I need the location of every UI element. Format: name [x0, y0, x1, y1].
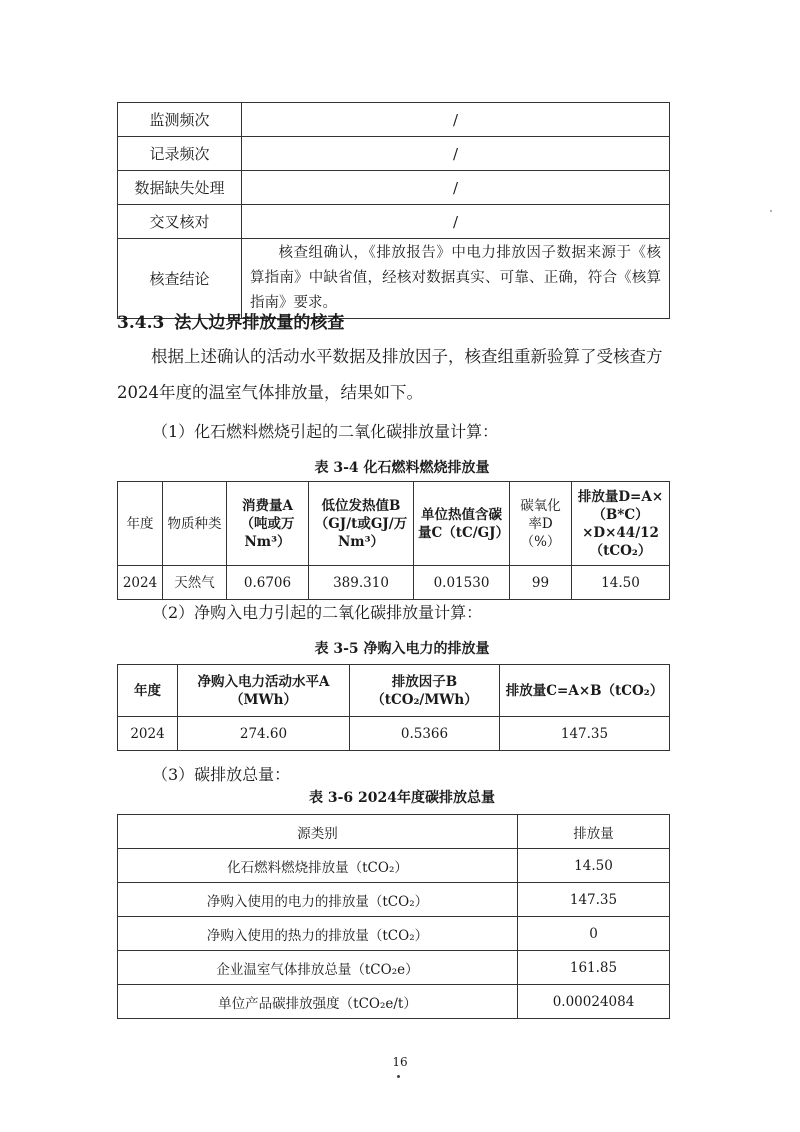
- table-row: [118, 717, 670, 751]
- cell-value: 0: [518, 917, 670, 951]
- row-label: 核查结论: [118, 239, 242, 319]
- row-label: 监测频次: [118, 103, 242, 137]
- cell-source: 净购入使用的电力的排放量（tCO₂）: [118, 883, 518, 917]
- table-3-5-caption: 表 3-5 净购入电力的排放量: [314, 641, 490, 657]
- section-heading: [117, 308, 344, 333]
- header-emission: 排放量D=A×（B*C）×D×44/12（tCO₂）: [572, 482, 670, 566]
- table-row: [118, 849, 670, 883]
- cell-source: 企业温室气体排放总量（tCO₂e）: [118, 951, 518, 985]
- table-row: [118, 566, 670, 600]
- table-row: [118, 103, 670, 137]
- verification-table: [117, 102, 670, 319]
- table-row: [118, 171, 670, 205]
- cell-heat-value: 389.310: [309, 566, 414, 600]
- table-row: [118, 985, 670, 1019]
- cell-year: 2024: [118, 566, 163, 600]
- header-carbon-content: 单位热值含碳量C（tC/GJ）: [414, 482, 510, 566]
- section-number: 3.4.3: [117, 313, 165, 333]
- scan-dot: [397, 1075, 400, 1078]
- row-value: /: [242, 103, 670, 137]
- table-header-row: [118, 665, 670, 717]
- cell-emission: 147.35: [500, 717, 670, 751]
- cell-oxidation-rate: 99: [510, 566, 572, 600]
- cell-emission-factor: 0.5366: [350, 717, 500, 751]
- row-label: 数据缺失处理: [118, 171, 242, 205]
- table-row: [118, 917, 670, 951]
- header-emission-factor: 排放因子B（tCO₂/MWh）: [350, 665, 500, 717]
- section-title: 法人边界排放量的核查: [174, 313, 345, 333]
- conclusion-value: 核查组确认，《排放报告》中电力排放因子数据来源于《核算指南》中缺省值，经核对数据真实、可靠、正确，符合《核算指南》要求。: [250, 245, 661, 311]
- page-number: 16: [392, 1055, 408, 1069]
- header-year: 年度: [118, 482, 163, 566]
- intro-text: 根据上述确认的活动水平数据及排放因子，核查组重新验算了受核查方2024年度的温室气体排放量，结果如下。: [117, 347, 663, 402]
- cell-value: 147.35: [518, 883, 670, 917]
- scan-mark: [770, 210, 772, 212]
- row-value: /: [242, 171, 670, 205]
- table-row: [118, 205, 670, 239]
- cell-activity-level: 274.60: [178, 717, 350, 751]
- cell-type: 天然气: [163, 566, 227, 600]
- table-row: [118, 137, 670, 171]
- cell-source: 单位产品碳排放强度（tCO₂e/t）: [118, 985, 518, 1019]
- row-label: 交叉核对: [118, 205, 242, 239]
- cell-value: 14.50: [518, 849, 670, 883]
- table-row: [118, 239, 670, 319]
- cell-carbon-content: 0.01530: [414, 566, 510, 600]
- cell-emission: 14.50: [572, 566, 670, 600]
- subheading-2: （2）净购入电力引起的二氧化碳排放量计算：: [152, 603, 483, 622]
- header-type: 物质种类: [163, 482, 227, 566]
- table-header-row: [118, 482, 670, 566]
- table-header-row: [118, 815, 670, 849]
- conclusion-text: [242, 239, 670, 319]
- row-label: 记录频次: [118, 137, 242, 171]
- intro-paragraph: [117, 339, 687, 411]
- header-oxidation-rate: 碳氧化率D（%）: [510, 482, 572, 566]
- header-source: 源类别: [118, 815, 518, 849]
- row-value: /: [242, 137, 670, 171]
- cell-source: 化石燃料燃烧排放量（tCO₂）: [118, 849, 518, 883]
- cell-value: 161.85: [518, 951, 670, 985]
- table-3-6-caption: 表 3-6 2024年度碳排放总量: [308, 790, 495, 806]
- header-activity-level: 净购入电力活动水平A（MWh）: [178, 665, 350, 717]
- table-row: [118, 951, 670, 985]
- table-3-5: [117, 664, 670, 751]
- subheading-3: （3）碳排放总量：: [152, 765, 291, 784]
- table-3-4-caption: 表 3-4 化石燃料燃烧排放量: [314, 460, 490, 476]
- subheading-1: （1）化石燃料燃烧引起的二氧化碳排放量计算：: [152, 422, 499, 441]
- cell-source: 净购入使用的热力的排放量（tCO₂）: [118, 917, 518, 951]
- cell-year: 2024: [118, 717, 178, 751]
- table-3-6: [117, 814, 670, 1019]
- cell-value: 0.00024084: [518, 985, 670, 1019]
- header-emission: 排放量: [518, 815, 670, 849]
- header-emission: 排放量C=A×B（tCO₂）: [500, 665, 670, 717]
- header-consumption: 消费量A（吨或万Nm³）: [227, 482, 309, 566]
- header-year: 年度: [118, 665, 178, 717]
- cell-consumption: 0.6706: [227, 566, 309, 600]
- row-value: /: [242, 205, 670, 239]
- header-heat-value: 低位发热值B（GJ/t或GJ/万Nm³）: [309, 482, 414, 566]
- table-row: [118, 883, 670, 917]
- table-3-4: [117, 481, 670, 600]
